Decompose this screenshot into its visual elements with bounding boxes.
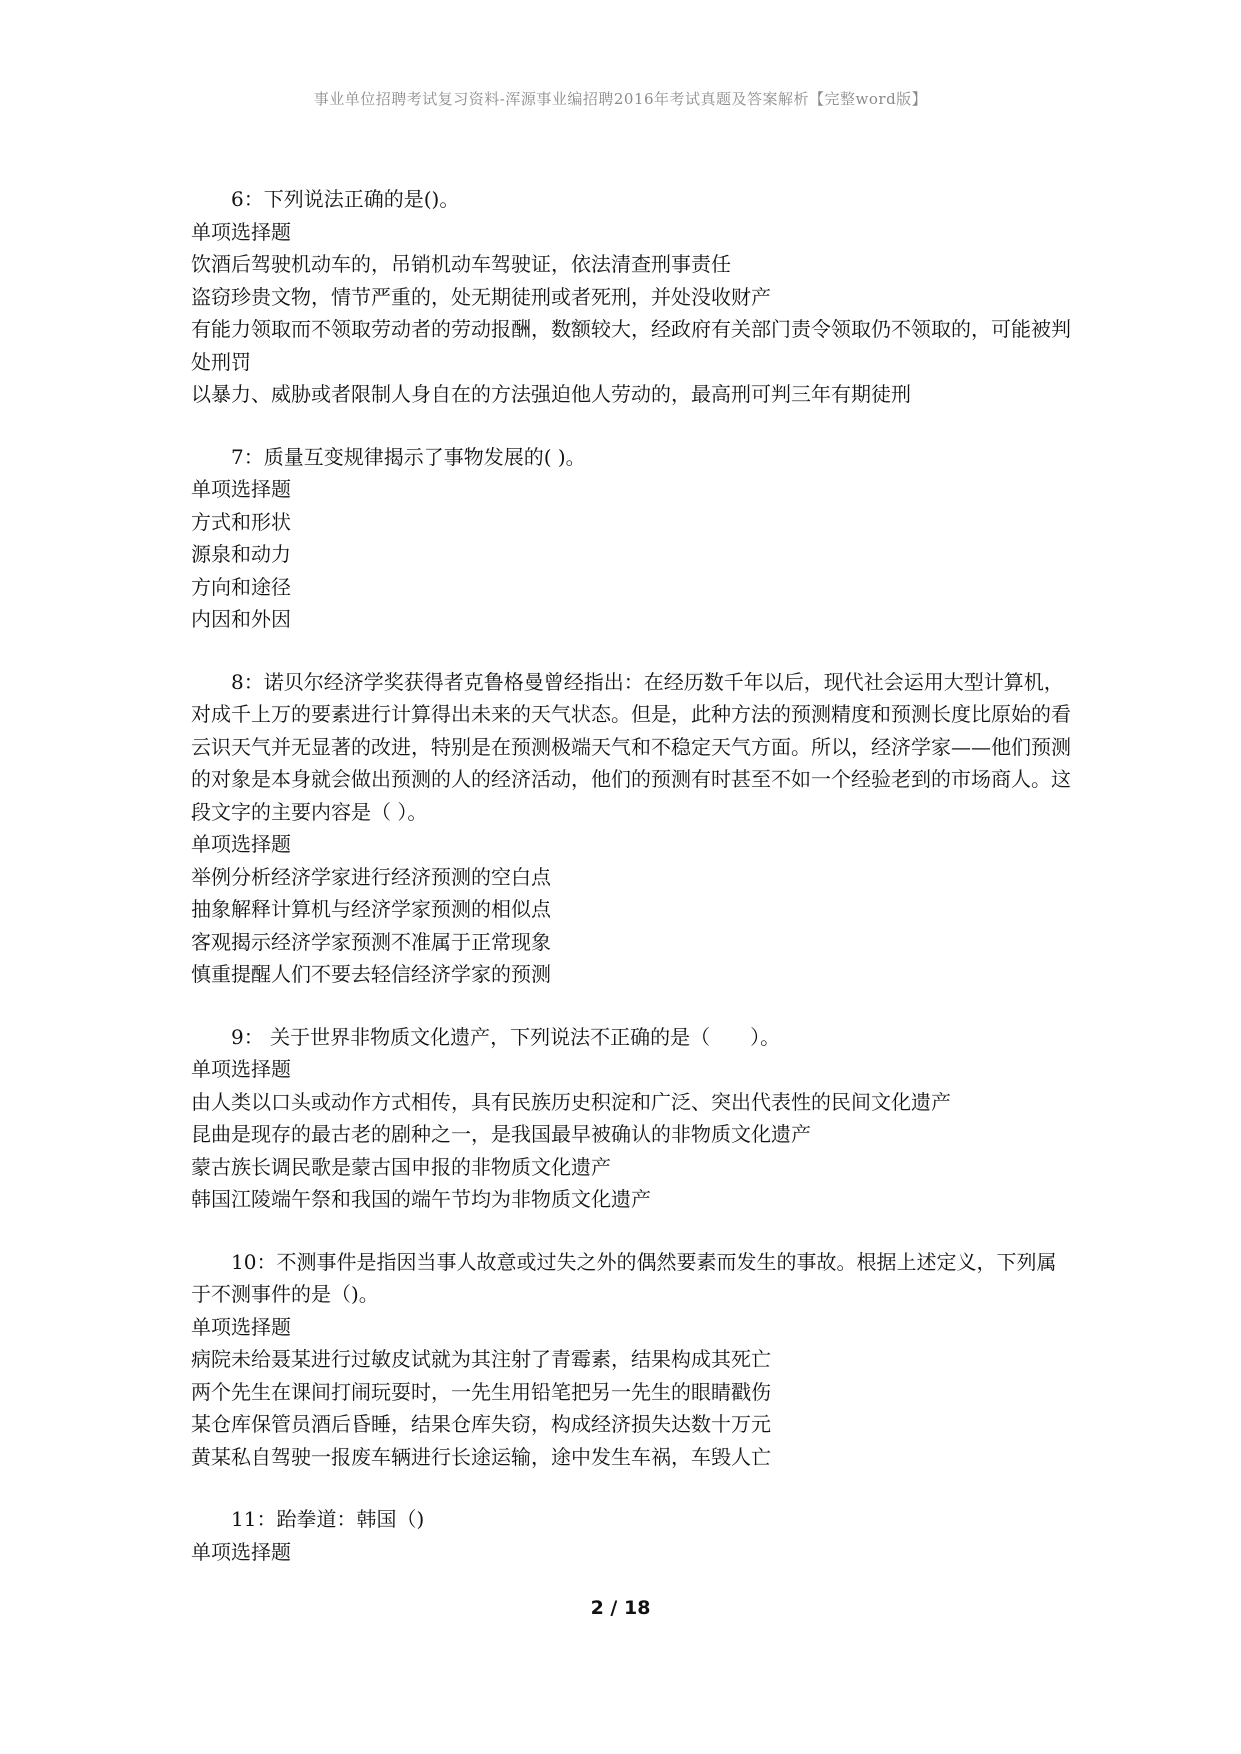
question-10: [191, 1246, 1071, 1474]
document-body: [191, 183, 1071, 1598]
option-c: 客观揭示经济学家预测不准属于正常现象: [191, 929, 551, 954]
question-type: 单项选择题: [191, 1314, 291, 1339]
option-a: 由人类以口头或动作方式相传，具有民族历史积淀和广泛、突出代表性的民间文化遗产: [191, 1089, 951, 1114]
option-d: 慎重提醒人们不要去轻信经济学家的预测: [191, 962, 551, 986]
option-b: 昆曲是现存的最古老的剧种之一，是我国最早被确认的非物质文化遗产: [191, 1122, 811, 1146]
question-7: [191, 441, 1071, 636]
option-b: 盗窃珍贵文物，情节严重的，处无期徒刑或者死刑，并处没收财产: [191, 284, 771, 309]
page-number: 2 / 18: [590, 1597, 651, 1619]
option-d: 以暴力、威胁或者限制人身自在的方法强迫他人劳动的，最高刑可判三年有期徒刑: [191, 382, 911, 406]
option-d: 韩国江陵端午祭和我国的端午节均为非物质文化遗产: [191, 1187, 651, 1211]
question-stem: 7：质量互变规律揭示了事物发展的( )。: [231, 444, 586, 469]
option-a: 方式和形状: [191, 509, 291, 534]
option-c: 方向和途径: [191, 574, 291, 599]
question-stem: 9： 关于世界非物质文化遗产，下列说法不正确的是（ ）。: [231, 1024, 781, 1049]
question-type: 单项选择题: [191, 219, 291, 244]
option-d: 黄某私自驾驶一报废车辆进行长途运输，途中发生车祸，车毁人亡: [191, 1444, 771, 1469]
page-header: 事业单位招聘考试复习资料-浑源事业编招聘2016年考试真题及答案解析【完整word版】: [313, 90, 928, 108]
question-type: 单项选择题: [191, 477, 291, 501]
question-type: 单项选择题: [191, 832, 291, 856]
question-8: [191, 666, 1071, 991]
option-c: 蒙古族长调民歌是蒙古国申报的非物质文化遗产: [191, 1154, 611, 1179]
option-d: 内因和外因: [191, 607, 291, 631]
question-type: 单项选择题: [191, 1057, 291, 1081]
question-11: [191, 1503, 1071, 1568]
option-c: 有能力领取而不领取劳动者的劳动报酬，数额较大，经政府有关部门责令领取仍不领取的，可能被判处刑罚: [191, 317, 1071, 374]
option-b: 抽象解释计算机与经济学家预测的相似点: [191, 897, 551, 921]
question-stem: 11：跆拳道：韩国（): [231, 1507, 425, 1531]
option-b: 源泉和动力: [191, 542, 291, 566]
option-a: 病院未给聂某进行过敏皮试就为其注射了青霉素，结果构成其死亡: [191, 1347, 771, 1371]
question-stem: 8：诺贝尔经济学奖获得者克鲁格曼曾经指出：在经历数千年以后，现代社会运用大型计算机，对成千上万的要素进行计算得出未来的天气状态。但是，此种方法的预测精度和预测长度比原始的看云识天气并无显著的改进，特别是在预测极端天气和不稳定天气方面。所以，经济学家——他们预测的对象是本身就会做出预测的人的经济活动，他们的预测有时甚至不如一个经验老到的市场商人。这段文字的主要内容是（ ）。: [191, 669, 1071, 824]
question-6: [191, 183, 1071, 411]
option-a: 饮酒后驾驶机动车的，吊销机动车驾驶证，依法清查刑事责任: [191, 252, 731, 276]
question-type: 单项选择题: [191, 1539, 291, 1564]
option-a: 举例分析经济学家进行经济预测的空白点: [191, 864, 551, 889]
question-9: [191, 1021, 1071, 1216]
option-c: 某仓库保管员酒后昏睡，结果仓库失窃，构成经济损失达数十万元: [191, 1412, 771, 1436]
question-stem: 6：下列说法正确的是()。: [231, 187, 460, 211]
question-stem: 10：不测事件是指因当事人故意或过失之外的偶然要素而发生的事故。根据上述定义，下列属于不测事件的是（)。: [191, 1249, 1057, 1306]
option-b: 两个先生在课间打闹玩耍时，一先生用铅笔把另一先生的眼睛戳伤: [191, 1379, 771, 1404]
